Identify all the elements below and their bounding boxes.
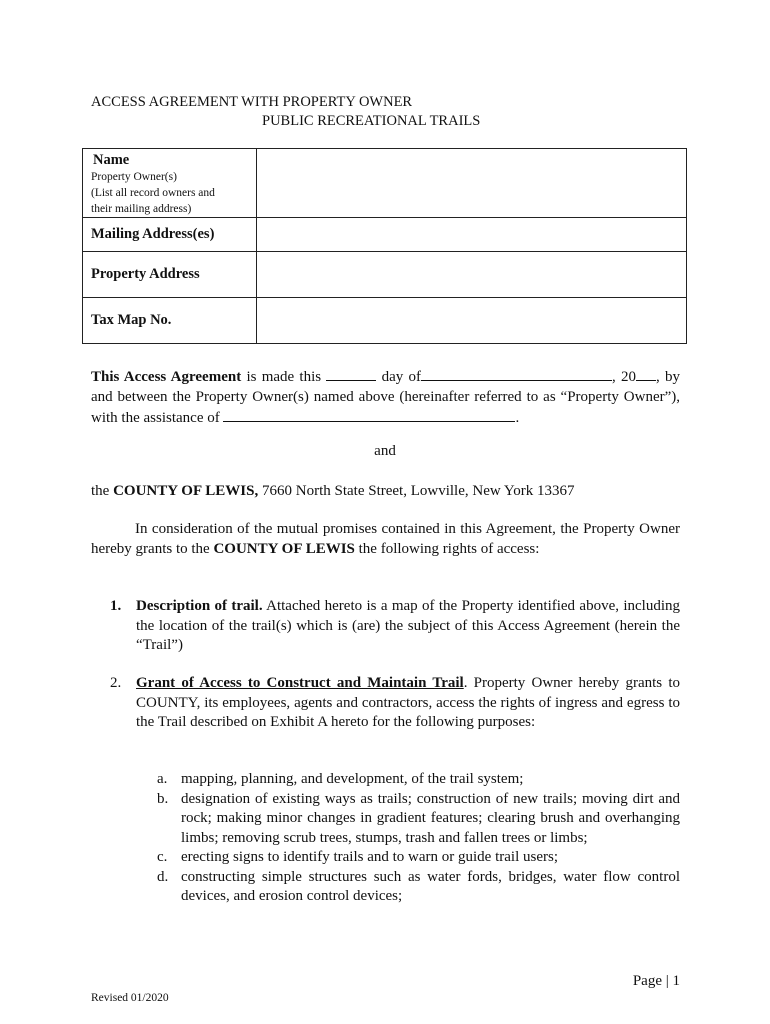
item-2-title: Grant of Access to Construct and Maintain Trail xyxy=(136,675,464,691)
tax-map-label-cell xyxy=(83,298,257,344)
property-address-value-cell[interactable] xyxy=(257,252,687,298)
name-label-cell xyxy=(83,149,257,218)
and-text: and xyxy=(374,443,396,459)
list-item xyxy=(157,868,680,907)
consideration-text-2: the following rights of access: xyxy=(354,540,540,557)
list-item-letter: c. xyxy=(157,849,168,865)
county-address: 7660 North State Street, Lowville, New York 13367 xyxy=(258,483,575,499)
title-line-2: PUBLIC RECREATIONAL TRAILS xyxy=(262,113,481,129)
mailing-label-cell xyxy=(83,218,257,252)
list-item-letter: a. xyxy=(157,771,168,787)
name-label: Name xyxy=(93,152,130,168)
item-2-number: 2. xyxy=(110,675,122,691)
property-address-label-cell xyxy=(83,252,257,298)
item-1-number: 1. xyxy=(110,598,122,614)
consideration-paragraph xyxy=(91,520,680,559)
name-sub-3: their mailing address) xyxy=(91,203,192,215)
item-1-title: Description of trail. xyxy=(136,598,263,614)
county-prefix: the xyxy=(91,483,114,499)
intro-paragraph xyxy=(91,366,680,429)
list-item-text: mapping, planning, and development, of the trail system; xyxy=(181,771,524,787)
consideration-county: COUNTY OF LEWIS xyxy=(213,540,355,557)
mailing-value-cell[interactable] xyxy=(257,218,687,252)
intro-text-2: day of xyxy=(376,369,422,385)
revision-footer: Revised 01/2020 xyxy=(91,992,169,1004)
list-item xyxy=(157,770,680,790)
tax-map-value-cell[interactable] xyxy=(257,298,687,344)
property-info-table xyxy=(82,148,687,344)
year-blank[interactable] xyxy=(636,366,656,381)
list-item-text: designation of existing ways as trails; construction of new trails; moving dirt and rock; making minor changes in gradient features; clearing brush and overhanging limbs; removing scrub trees, stumps, trash and fallen trees or limbs; xyxy=(181,790,680,846)
list-item xyxy=(157,848,680,868)
purpose-list xyxy=(157,770,680,907)
intro-text-4: , by and between the Property Owner(s) named above (hereinafter referred to as “Property Owner”), with the assistance of xyxy=(91,369,681,426)
list-item-letter: b. xyxy=(157,790,169,807)
page-number: Page | 1 xyxy=(632,973,680,989)
county-name: COUNTY OF LEWIS, xyxy=(113,483,259,499)
title-line-1: ACCESS AGREEMENT WITH PROPERTY OWNER xyxy=(91,94,413,110)
item-2 xyxy=(110,674,680,733)
mailing-label: Mailing Address(es) xyxy=(91,226,215,242)
name-sub-1: Property Owner(s) xyxy=(91,171,177,183)
item-1-text: Attached hereto is a map of the Property identified above, including the location of the trail(s) which is (are) the subject of this Access Agreement (herein the “Trail”) xyxy=(136,598,680,653)
assistance-blank[interactable] xyxy=(223,407,515,422)
intro-text-1: is made this xyxy=(241,369,327,385)
name-value-cell[interactable] xyxy=(257,149,687,218)
month-blank[interactable] xyxy=(421,366,612,381)
property-address-label: Property Address xyxy=(91,266,200,282)
intro-text-5: . xyxy=(515,410,520,426)
list-item-text: erecting signs to identify trails and to warn or guide trail users; xyxy=(181,849,558,865)
list-item-text: constructing simple structures such as water fords, bridges, water flow control devices, and erosion control devices; xyxy=(181,868,680,904)
item-2-text: . Property Owner hereby grants to COUNTY, its employees, agents and contractors, access the rights of ingress and egress to the Trail described on Exhibit A hereto for the following purposes: xyxy=(136,675,680,730)
consideration-text-1: In consideration of the mutual promises contained in this Agreement, the Property Owner hereby grants to the xyxy=(91,521,680,557)
list-item-letter: d. xyxy=(157,868,169,885)
intro-bold-lead: This Access Agreement xyxy=(91,369,242,385)
item-1 xyxy=(110,597,680,656)
county-line xyxy=(91,482,680,502)
tax-map-label: Tax Map No. xyxy=(91,312,172,328)
name-sub-2: (List all record owners and xyxy=(91,187,215,199)
intro-text-3: , 20 xyxy=(612,369,637,385)
list-item xyxy=(157,790,680,849)
day-blank[interactable] xyxy=(326,366,376,381)
